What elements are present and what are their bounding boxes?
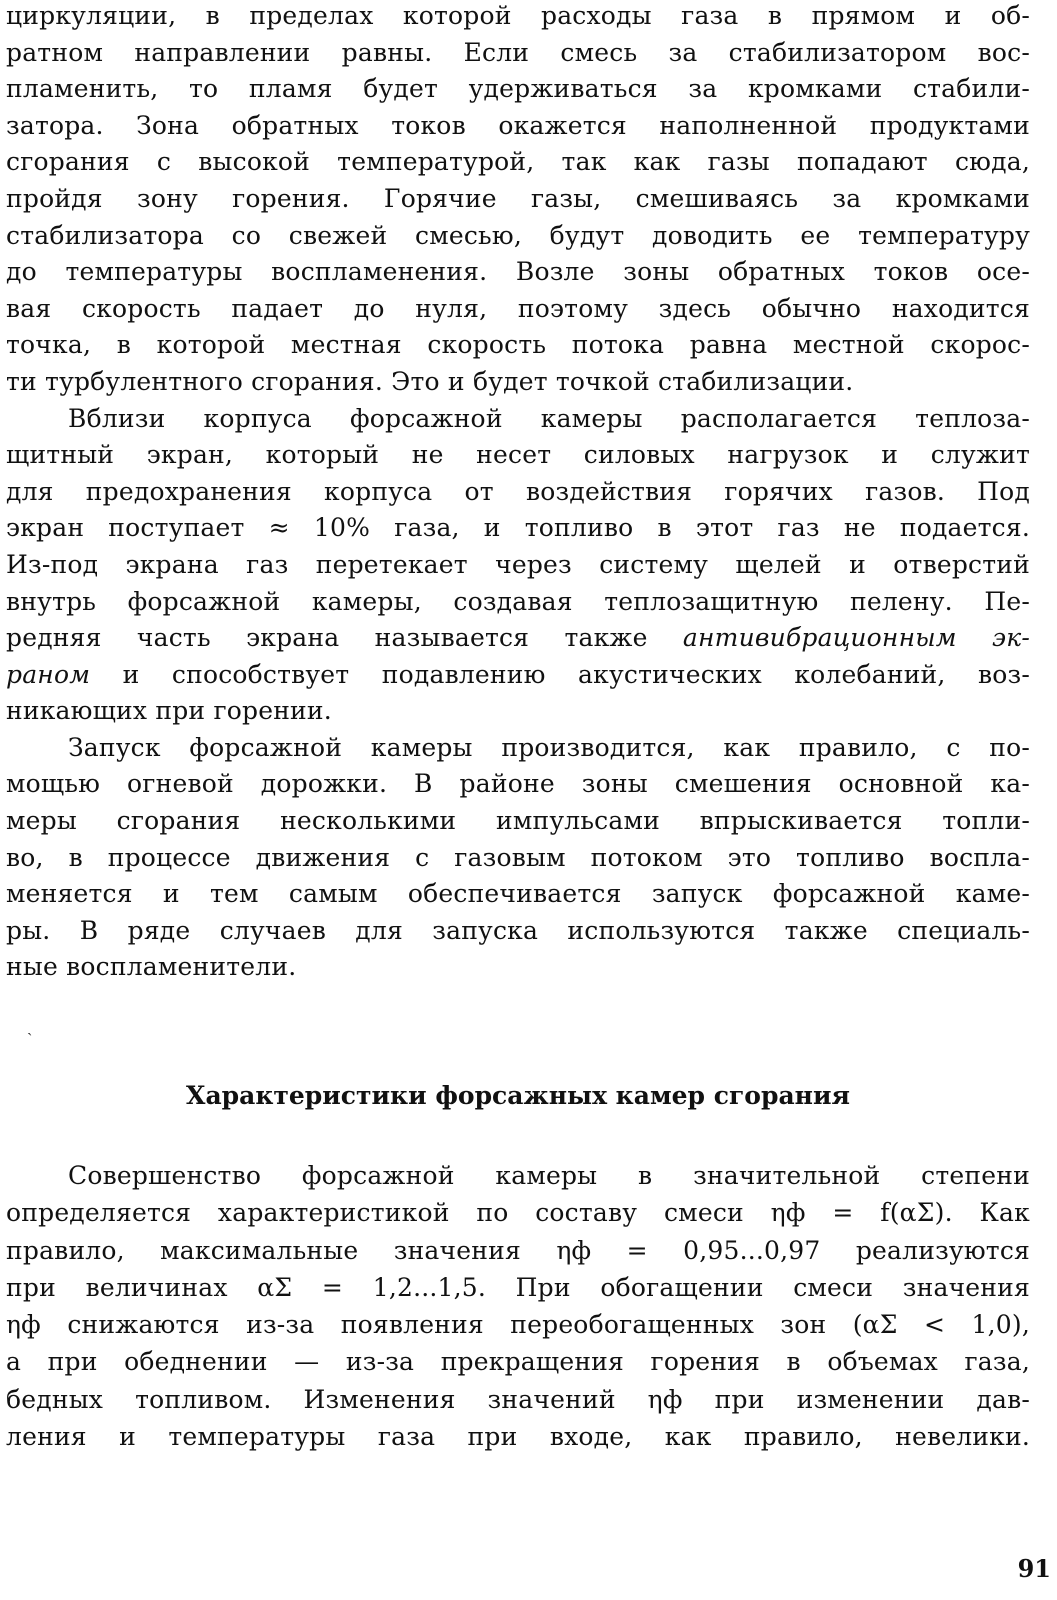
text-fragment: и способствует подавлению акустических колебаний, воз- xyxy=(90,659,1030,689)
text-line: ные воспламенители. xyxy=(6,952,297,982)
section-heading xyxy=(6,1078,1030,1114)
paragraph-stabilization xyxy=(6,0,1030,986)
text-line: стабилизатора со свежей смесью, будут доводить ее температуру xyxy=(6,220,1030,250)
italic-term: раном xyxy=(6,659,91,689)
paragraph-characteristics xyxy=(6,1157,1030,1455)
margin-mark: ˎ xyxy=(27,1017,33,1036)
text-line: точка, в которой местная скорость потока равна местной скорос- xyxy=(6,330,1030,360)
text-line: вая скорость падает до нуля, поэтому здесь обычно находится xyxy=(6,293,1030,323)
text-line: затора. Зона обратных токов окажется наполненной продуктами xyxy=(6,110,1030,140)
text-line: ры. В ряде случаев для запуска используются также специаль- xyxy=(6,915,1030,945)
page-number: 91 xyxy=(1017,1554,1051,1583)
text-line: Вблизи корпуса форсажной камеры располагается теплоза- xyxy=(68,403,1030,433)
text-line: никающих при горении. xyxy=(6,696,332,726)
text-line: щитный экран, который не несет силовых нагрузок и служит xyxy=(6,440,1030,470)
text-line: а при обеднении — из-за прекращения горения в объемах газа, xyxy=(6,1347,1030,1377)
text-line: Совершенство форсажной камеры в значительной степени xyxy=(68,1161,1030,1190)
text-line: до температуры воспламенения. Возле зоны обратных токов осе- xyxy=(6,257,1030,287)
text-line: Из-под экрана газ перетекает через систему щелей и отверстий xyxy=(6,549,1030,579)
text-line: пройдя зону горения. Горячие газы, смешиваясь за кромками xyxy=(6,183,1030,213)
text-line xyxy=(6,620,1030,657)
text-line: ления и температуры газа при входе, как правило, невелики. xyxy=(6,1422,1030,1452)
text-line: во, в процессе движения с газовым потоком это топливо воспла- xyxy=(6,842,1030,872)
text-line: сгорания с высокой температурой, так как газы попадают сюда, xyxy=(6,147,1030,177)
text-line: для предохранения корпуса от воздействия горячих газов. Под xyxy=(6,476,1030,506)
text-line: определяется характеристикой по составу смеси ηф = f(αΣ). Как xyxy=(6,1198,1030,1228)
text-line: ратном направлении равны. Если смесь за стабилизатором вос- xyxy=(6,37,1030,67)
text-line: циркуляции, в пределах которой расходы газа в прямом и об- xyxy=(6,1,1030,30)
text-line: меры сгорания несколькими импульсами впрыскивается топли- xyxy=(6,806,1030,836)
text-line: Запуск форсажной камеры производится, как правило, с по- xyxy=(68,732,1030,762)
text-line: пламенить, то пламя будет удерживаться за кромками стабили- xyxy=(6,74,1030,104)
italic-term: антивибрационным эк- xyxy=(682,623,1030,653)
text-line: ти турбулентного сгорания. Это и будет точкой стабилизации. xyxy=(6,366,854,396)
text-line: мощью огневой дорожки. В районе зоны смешения основной ка- xyxy=(6,769,1030,799)
text-line: внутрь форсажной камеры, создавая теплозащитную пелену. Пе- xyxy=(6,586,1030,616)
text-line: правило, максимальные значения ηф = 0,95...0,97 реализуются xyxy=(6,1235,1030,1265)
text-line: экран поступает ≈ 10% газа, и топливо в этот газ не подается. xyxy=(6,513,1030,543)
text-line: бедных топливом. Изменения значений ηф при изменении дав- xyxy=(6,1384,1030,1414)
text-fragment: редняя часть экрана называется также xyxy=(6,623,683,653)
text-line: ηф снижаются из-за появления переобогащенных зон (αΣ < 1,0), xyxy=(6,1310,1030,1340)
text-line: при величинах αΣ = 1,2...1,5. При обогащении смеси значения xyxy=(6,1272,1030,1302)
text-line: меняется и тем самым обеспечивается запуск форсажной каме- xyxy=(6,879,1030,909)
text-line xyxy=(6,657,1030,694)
heading-text: Характеристики форсажных камер сгорания xyxy=(186,1081,850,1110)
